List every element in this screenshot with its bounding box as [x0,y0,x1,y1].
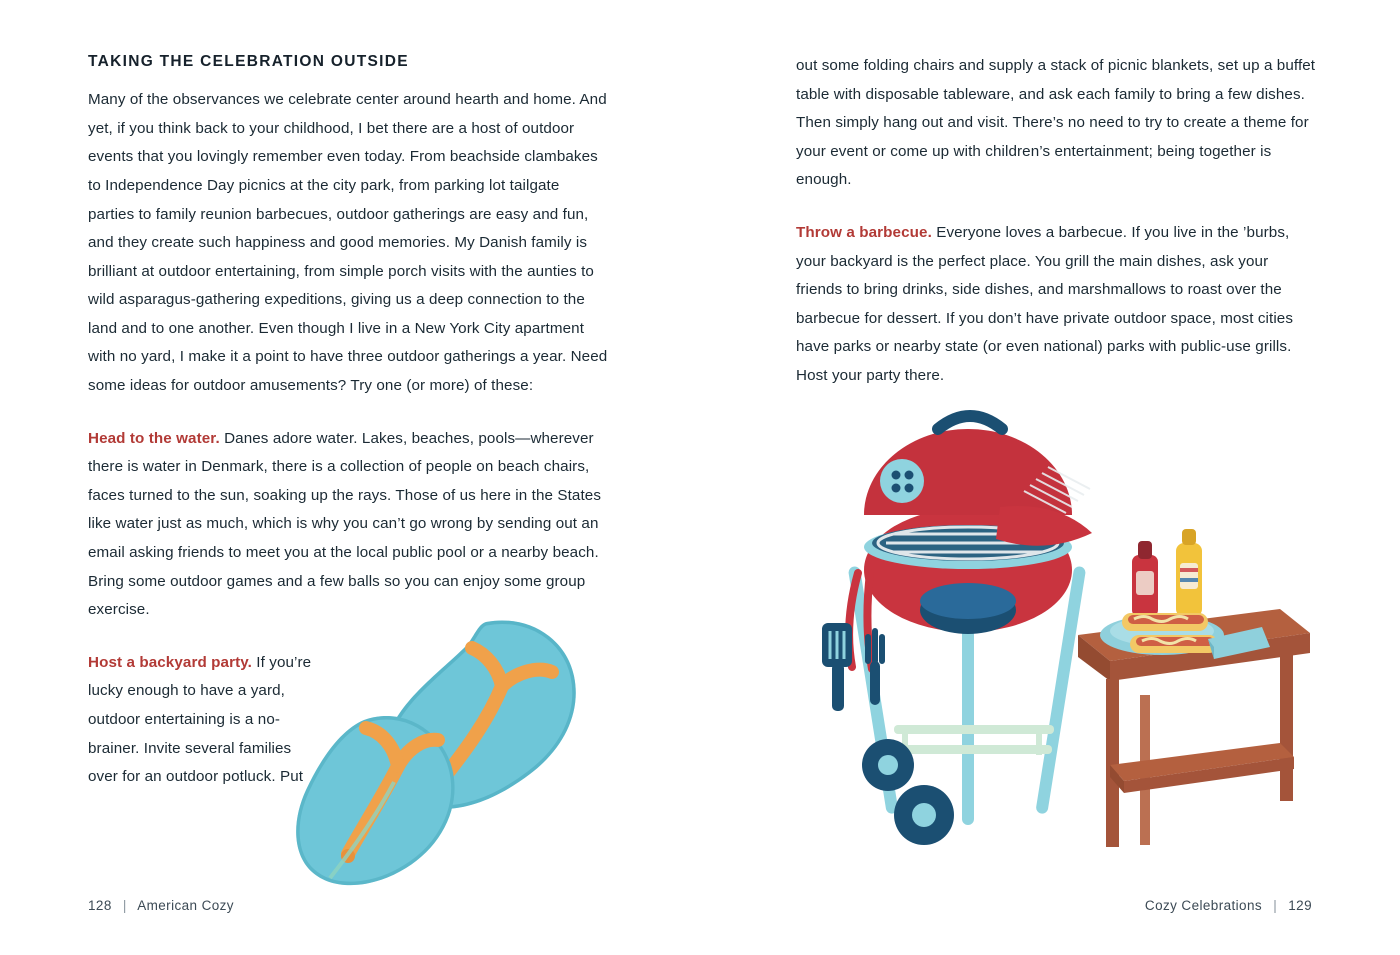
paragraph-throw-a-barbecue [796,219,1316,391]
folio-separator: | [1273,898,1278,913]
lead-in-head-to-the-water: Head to the water. [88,429,220,447]
plate-of-hot-dogs [1100,613,1224,655]
paragraph-host-a-backyard-party [88,649,324,792]
ketchup-bottle [1132,541,1158,617]
folio-running-head: Cozy Celebrations [1144,898,1263,913]
paragraph-head-to-the-water [88,425,608,625]
mustard-bottle [1176,529,1202,617]
folio-running-head: American Cozy [137,898,234,913]
lead-in-host-a-backyard-party: Host a backyard party. [88,653,252,671]
fork [868,631,882,705]
folio-page-number: 128 [88,898,112,913]
folio-separator: | [122,898,127,913]
paragraph-host-a-backyard-party-text: If you’re lucky enough to have a yard, outdoor entertaining is a no-brainer. Invite several families over for an outdoor potluck. Put [88,653,312,786]
spatula [822,623,852,711]
paragraph-throw-a-barbecue-text: Everyone loves a barbecue. If you live in the ’burbs, your backyard is the perfect place. You grill the main dishes, ask your friends to bring drinks, side dishes, and marshmallows to roast over the barbecue for dessert. If you don’t have private outdoor space, most cities have parks or nearby state (or even national) parks with public-use grills. Host your party there. [796,223,1294,384]
paragraph-head-to-the-water-text: Danes adore water. Lakes, beaches, pools—wherever there is water in Denmark, there is a collection of people on beach chairs, faces turned to the sun, soaking up the rays. Those of us here in the States like water just as much, which is why you can’t go wrong by sending out an email asking friends to meet you at the local public pool or a nearby beach. Bring some outdoor games and a few balls so you can enjoy some group exercise. [88,429,602,619]
folio-left [88,898,234,913]
flip-flop-front [296,716,454,885]
folio-page-number: 129 [1288,898,1312,913]
hot-dog-2 [1130,635,1218,653]
folio-right [1145,898,1312,913]
hot-dog-1 [1122,613,1208,631]
barbecue-grill-illustration [810,395,1330,865]
flip-flops-illustration [290,610,620,900]
right-text-column [796,52,1316,391]
page-title: TAKING THE CELEBRATION OUTSIDE [88,53,409,70]
paragraph-continuation: out some folding chairs and supply a stack of picnic blankets, set up a buffet table with disposable tableware, and ask each family to bring a few dishes. Then simply hang out and visit. There’s no need to try to create a theme for your event or come up with children’s entertainment; being together is enough. [796,57,1316,189]
paragraph-intro: Many of the observances we celebrate center around hearth and home. And yet, if you think back to your childhood, I bet there are a host of outdoor events that you lovingly remember even today. From beachside clambakes to Independence Day picnics at the city park, from parking lot tailgate parties to family reunion barbecues, outdoor gatherings are easy and fun, and they create such happiness and good memories. My Danish family is brilliant at outdoor entertaining, from simple porch visits with the aunties to wild asparagus-gathering expeditions, giving us a deep connection to the land and to one another. Even though I live in a New York City apartment with no yard, I make it a point to have three outdoor gatherings a year. Need some ideas for outdoor amusements? Try one (or more) of these: [88,91,608,395]
right-page [700,0,1400,955]
lead-in-throw-a-barbecue: Throw a barbecue. [796,223,932,241]
